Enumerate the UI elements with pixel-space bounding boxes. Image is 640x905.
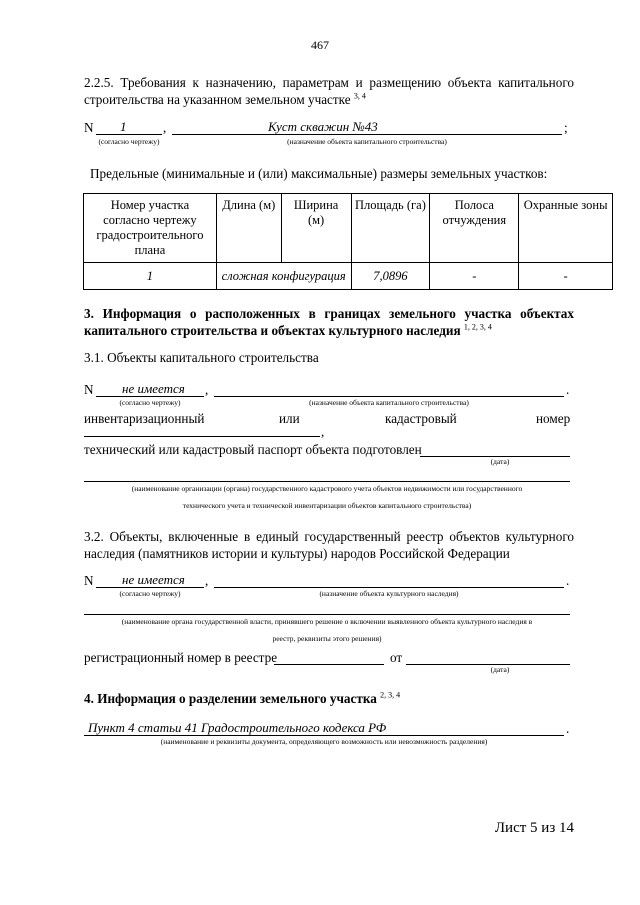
org-caption-2: технического учета и технической инвентаризации объектов капитального строительства) — [182, 501, 472, 510]
authority-caption-1: (наименование органа государственной власти, принявшего решение о включении выявленного объекта культурного наследия в — [121, 617, 533, 626]
n-value: не имеется — [122, 381, 185, 396]
section-4-heading — [84, 690, 574, 707]
purpose-caption: (назначение объекта капитального строительства) — [309, 398, 469, 407]
semicolon: ; — [564, 120, 568, 135]
header-cell: Полоса отчуждения — [430, 194, 519, 263]
comma: , — [163, 120, 167, 135]
limits-data-row — [84, 263, 613, 290]
n-caption: (согласно чертежу) — [119, 398, 181, 407]
header-cell: Ширина (м) — [281, 194, 351, 263]
purpose-caption: (назначение объекта капитального строительства) — [287, 137, 447, 146]
org-underline — [84, 481, 570, 482]
header-cell: Охранные зоны — [519, 194, 613, 263]
comma: , — [205, 382, 209, 397]
reg-text: регистрационный номер в реестре — [84, 650, 278, 665]
page-number: 467 — [311, 38, 329, 52]
purpose-value: Куст скважин №43 — [268, 119, 378, 134]
comma: , — [205, 573, 209, 588]
inv-word: инвентаризационный — [84, 411, 205, 426]
limits-title: Предельные (минимальные и (или) максимальные) размеры земельных участков: — [90, 166, 548, 181]
inv-comma: , — [321, 424, 325, 439]
dot: . — [566, 573, 570, 588]
inv-word: кадастровый — [385, 411, 457, 426]
section-3-text: 3. Информация о расположенных в границах земельного участка объектах капитального строительства и объектах культурного наследия — [84, 306, 574, 338]
dot: . — [566, 721, 570, 736]
section-2-2-5-refs: 3, 4 — [353, 91, 366, 101]
section-3-heading — [84, 305, 574, 339]
limits-table — [83, 193, 613, 290]
header-cell: Длина (м) — [216, 194, 281, 263]
section-2-2-5-heading — [84, 74, 574, 108]
data-cell: 7,0896 — [351, 263, 430, 290]
n-underline — [96, 134, 162, 135]
inv-word: или — [279, 411, 300, 426]
header-cell: Номер участка согласно чертежу градостроительного плана — [84, 194, 217, 263]
section-3-1-title: 3.1. Объекты капитального строительства — [84, 350, 319, 365]
passport-text: технический или кадастровый паспорт объекта подготовлен — [84, 442, 422, 457]
section-2-2-5-text: 2.2.5. Требования к назначению, параметрам и размещению объекта капитального строительства на указанном земельном участке — [84, 75, 574, 107]
org-caption-1: (наименование организации (органа) государственного кадастрового учета объектов недвижимости или государственного — [131, 484, 523, 493]
header-cell: Площадь (га) — [351, 194, 430, 263]
data-cell: сложная конфигурация — [216, 263, 351, 290]
section-4-text: 4. Информация о разделении земельного участка — [84, 691, 377, 706]
data-cell: - — [430, 263, 519, 290]
data-cell: 1 — [84, 263, 217, 290]
purpose-underline — [214, 587, 564, 588]
date-caption: (дата) — [490, 457, 510, 466]
limits-header-row — [84, 194, 613, 263]
section-4-refs: 2, 3, 4 — [380, 690, 401, 700]
sheet-counter: Лист 5 из 14 — [494, 820, 574, 836]
n-label: N — [84, 382, 94, 397]
dot: . — [566, 382, 570, 397]
n-label: N — [84, 573, 94, 588]
purpose-caption: (назначение объекта культурного наследия) — [319, 589, 459, 598]
from-text: от — [390, 650, 403, 665]
n-label: N — [84, 120, 94, 135]
section-3-2-title: 3.2. Объекты, включенные в единый государственный реестр объектов культурного наследия (памятников истории и культуры) народов Российской Федерации — [84, 529, 574, 561]
authority-caption-2: реестр, реквизиты этого решения) — [272, 634, 382, 643]
purpose-underline — [214, 396, 564, 397]
section-3-refs: 1, 2, 3, 4 — [463, 322, 492, 332]
inv-word: номер — [536, 411, 571, 426]
data-cell: - — [519, 263, 613, 290]
n-value: не имеется — [122, 572, 185, 587]
division-value: Пункт 4 статьи 41 Градостроительного кодекса РФ — [88, 720, 387, 735]
date-caption: (дата) — [490, 665, 510, 674]
n-caption: (согласно чертежу) — [119, 589, 181, 598]
inv-number-underline — [84, 436, 320, 437]
division-caption: (наименование и реквизиты документа, определяющего возможность или невозможность разделения) — [160, 737, 488, 746]
reg-number-underline — [274, 664, 384, 665]
n-caption: (согласно чертежу) — [98, 137, 160, 146]
authority-underline — [84, 614, 570, 615]
parcel-number-value: 1 — [120, 119, 127, 134]
